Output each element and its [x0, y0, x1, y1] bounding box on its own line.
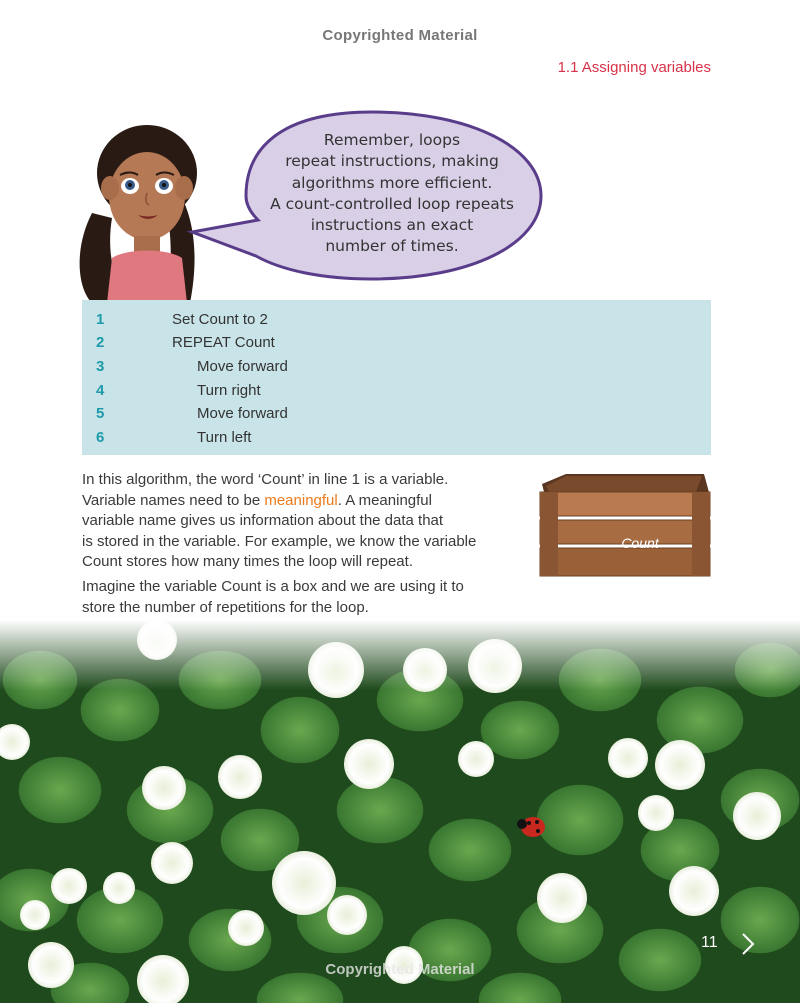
algorithm-line	[82, 405, 711, 427]
paragraph-variable-explanation	[82, 470, 512, 573]
bubble-line: repeat instructions, making	[285, 152, 499, 171]
line-text: REPEAT Count	[172, 334, 275, 351]
para-text: Variable names need to be	[82, 491, 265, 509]
para-line: Imagine the variable Count is a box and we are using it to	[82, 578, 464, 595]
algorithm-box	[82, 300, 711, 455]
para-line: Count stores how many times the loop will repeat.	[82, 553, 413, 570]
algorithm-line	[82, 429, 711, 451]
algorithm-line	[82, 334, 711, 356]
bubble-line: instructions an exact	[310, 216, 474, 235]
line-number: 4	[96, 382, 105, 399]
bubble-line: Remember, loops	[323, 131, 461, 149]
line-number: 3	[96, 358, 105, 375]
watermark-bottom: Copyrighted Material	[325, 961, 475, 978]
para-text: . A meaningful	[337, 491, 432, 509]
bubble-line: number of times.	[325, 237, 459, 256]
algorithm-line	[82, 311, 711, 333]
page-number: 11	[701, 934, 718, 951]
speech-bubble-text	[264, 130, 520, 258]
para-line: In this algorithm, the word ‘Count’ in line 1 is a variable.	[82, 471, 449, 488]
bubble-line: A count-controlled loop repeats	[270, 194, 514, 213]
line-number: 2	[96, 334, 105, 351]
watermark-top: Copyrighted Material	[322, 27, 478, 44]
para-line: variable name gives us information about the data that	[82, 512, 444, 529]
para-line: store the number of repetitions for the loop.	[82, 598, 369, 616]
line-text: Move forward	[197, 358, 288, 375]
crate-label: Count	[621, 535, 659, 551]
algorithm-line	[82, 358, 711, 380]
line-number: 5	[96, 405, 105, 422]
section-heading: 1.1 Assigning variables	[557, 59, 711, 76]
bubble-line: algorithms more efficient.	[291, 173, 493, 192]
para-line	[82, 491, 512, 512]
line-number: 6	[96, 429, 105, 446]
paragraph-box-analogy	[82, 577, 512, 618]
line-number: 1	[96, 311, 105, 328]
line-text: Move forward	[197, 405, 288, 422]
algorithm-line	[82, 382, 711, 404]
clover-photo	[0, 620, 800, 1003]
chevron-right-icon[interactable]	[738, 931, 758, 957]
line-text: Turn right	[197, 382, 261, 399]
wooden-crate-illustration	[536, 470, 714, 585]
keyword-meaningful: meaningful	[264, 491, 338, 509]
line-text: Set Count to 2	[172, 311, 268, 328]
para-line: is stored in the variable. For example, we know the variable	[82, 532, 477, 550]
line-text: Turn left	[197, 429, 252, 446]
